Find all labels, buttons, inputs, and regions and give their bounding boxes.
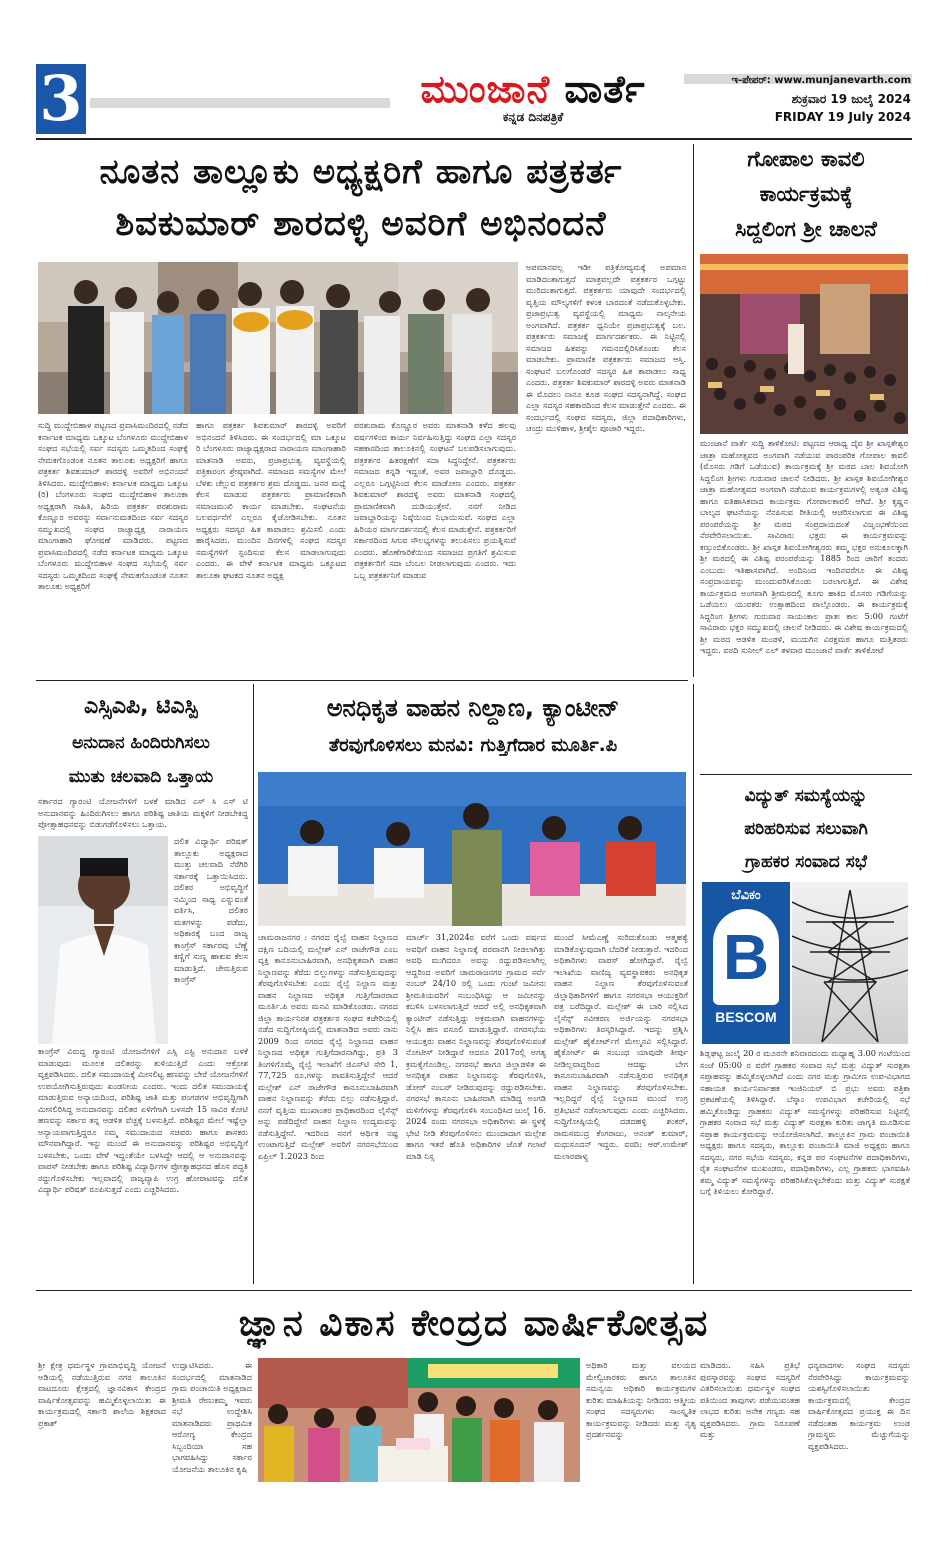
header-band-left (90, 98, 390, 108)
section-rule-bottom (36, 1290, 912, 1291)
bescom-logo-kannada: ಬೆವಿಕಂ (731, 888, 761, 903)
story4-column-1: ಚಾಮರಾಜನಗರ : ನಗರದ ರೈಲ್ವೆ ವಾಹನ ನಿಲ್ದಾಣದ ದಕ್ಷಿಣ ಬದಿಯಲ್ಲಿ ಮಲ್ಲೇಶ್ ಎನ್ ರಾಜೇಗೌಡ ಎಂಬ ವ್ಯಕ್ತಿ ಕಾನೂನುಬಾಹಿರವಾಗಿ, ಅನಧಿಕೃತವಾಗಿ ವಾಹನ ನಿಲ್ದಾಣವನ್ನು ತೆರೆದು ಬಿಲ್ಲುಗಳನ್ನು ನಡೆಸುತ್ತಿರುವುದನ್ನು ತೆರವುಗೊಳಿಸಬೇಕು ಎಂದು ರೈಲ್ವೆ ನಿಲ್ದಾಣ ಮತ್ತು ವಾಹನ ನಿಲ್ದಾಣದ ಅಧಿಕೃತ ಗುತ್ತಿಗೆದಾರರಾದ ಮೂರ್ತಿ.ಪಿ ಅವರು ಮನವಿ ಮಾಡಿಕೊಂಡರು. ನಗರದ ಜಿಲ್ಲಾ ಕಾರ್ಯನಿರತ ಪತ್ರಕರ್ತರ ಸಂಘದ ಕಚೇರಿಯಲ್ಲಿ ನಡೆದ ಸುದ್ದಿಗೋಷ್ಠಿಯಲ್ಲಿ ಮಾತನಾಡಿದ ಅವರು ನಾನು 2009 ರಿಂದ ನಗರದ ರೈಲ್ವೆ ನಿಲ್ದಾಣದ ವಾಹನ ನಿಲ್ದಾಣದ ಅಧಿಕೃತ ಗುತ್ತಿಗೆದಾರನಾಗಿದ್ದು, ಪ್ರತಿ 3 ತಿಂಗಳಿಗೊಮ್ಮೆ ರೈಲ್ವೆ ಇಲಾಖೆಗೆ ಜಿಎಸ್‌ಟಿ ಸೇರಿ 1, 77,725 ರೂ.ಗಳನ್ನು ಪಾವತಿಸುತ್ತಿದ್ದೇನೆ ಆದರೆ ಮಲ್ಲೇಶ್ ಎನ್ ರಾಜೇಗೌಡ ಕಾನೂನುಬಾಹಿರವಾಗಿ ವಾಹನ ನಿಲ್ದಾಣವನ್ನು ತೆರೆದು ಬಿಲ್ಲು ನಡೆಸುತ್ತಿದ್ದಾರೆ. ನನಗೆ ವೃತ್ತಿಯ ಮುಖಾಂತರ ಪ್ರಾಧಿಕಾರದಿಂದ ಲೈಸೆನ್ಸ್ ಅನ್ನು ಪಡೆದಿದ್ದೇನೆ ವಾಹನ ನಿಲ್ದಾಣ ಉದ್ಯಮವನ್ನು ನಡೆಸುತ್ತಿದ್ದೇನೆ. ಇದರಿಂದ ನನಗೆ ಆರ್ಥಿಕ ನಷ್ಟ ಉಂಟಾಗುತ್ತಿದೆ ಮಲ್ಲೇಶ್ ಅವರಿಗೆ ನಗರಸಭೆಯಿಂದ ಏಪ್ರಿಲ್ 1.2023 ರಿಂದ (258, 932, 398, 1161)
story3-headline-line2: ಅನುದಾನ ಹಿಂದಿರುಗಿಸಲು (72, 733, 210, 753)
story1-column-1: ಸುದ್ದಿ ಮುದ್ದೇಬಿಹಾಳ ಪಟ್ಟಣದ ಪ್ರವಾಸಿಮಂದಿರದಲ್ಲಿ ನಡೆದ ಕರ್ನಾಟಕ ಮಾಧ್ಯಮ ಒಕ್ಕೂಟ ಬೆಂಗಳೂರು ಮುದ್ದೇಬಿಹಾಳ ಸಂಘದ ಸಭೆಯಲ್ಲಿ ಸರ್ವ ಸದಸ್ಯರು ಒಮ್ಮತದಿಂದ ಸಂಘಕ್ಕೆ ನೇಮಕಗೊಂಡಂತ ನೂತನ ತಾಲೂಕು ಅಧ್ಯಕ್ಷರಿಗೆ ಹಾಗೂ ಪತ್ರಕರ್ತ ಶಿವಕುಮಾರ್ ಶಾರದಳ್ಳಿ ಅವರಿಗೆ ಅಭಿನಂದನೆ ತಿಳಿಸಿದರು. ಮುದ್ದೇಬಿಹಾಳ: ಕರ್ನಾಟಕ ಮಾಧ್ಯಮ ಒಕ್ಕೂಟ (ರಿ) ಬೆಂಗಳೂರು ಸಂಘದ ಮುದ್ದೇಬಿಹಾಳ ತಾಲೂಕಾ ಅಧ್ಯಕ್ಷರಾಗಿ ಸಾಹಿತಿ, ಹಿರಿಯ ಪತ್ರಕರ್ತ ಪರಶುರಾಮ ಕೊಣ್ಣೂರ ಅವರನ್ನು ಸರ್ವಾನುಮತದಿಂದ ಸರ್ವ ಸದಸ್ಯರ ಸಮ್ಮುಖದಲ್ಲಿ ಸಂಘದ ರಾಜ್ಯಾಧ್ಯಕ್ಷ ನಾರಾಯಣ ಮಾಂಗಾಹಾರಿ ಘೋಷಣೆ ಮಾಡಿದರು. ಪಟ್ಟಣದ ಪ್ರವಾಸಿಮಂದಿರದಲ್ಲಿ ನಡೆದ ಕರ್ನಾಟಕ ಮಾಧ್ಯಮ ಒಕ್ಕೂಟ ಬೆಂಗಳೂರು ಮುದ್ದೇಬಿಹಾಳ ಸಂಘದ ಸಭೆಯಲ್ಲಿ ಸರ್ವ ಸದಸ್ಯರು ಒಮ್ಮತದಿಂದ ಸಂಘಕ್ಕೆ ನೇಮಕಗೊಂಡಂತ ನೂತನ ತಾಲೂಕು ಅಧ್ಯಕ್ಷರಿಗೆ (38, 420, 188, 591)
masthead-subtitle: ಕನ್ನಡ ದಿನಪತ್ರಿಕೆ (502, 110, 564, 124)
story3-headline-line3: ಮುತು ಚಲವಾದಿ ಒತ್ತಾಯ (68, 767, 214, 787)
story3-body: ಕಾಂಗ್ರೆಸ್ ವಿರುದ್ಧ ಗ್ಯಾರಂಟಿ ಯೋಜನೆಗಳಿಗೆ ಎಸ್ಸಿ ಎಸ್ಟಿ ಅನುದಾನ ಬಳಕೆ ಮಾಡುವುದು ಮೂಲಕ ದಲಿತರನ್ನು ತುಳಿಯುತ್ತಿದೆ ಎಂದು ಆಕ್ರೋಶ ವ್ಯಕ್ತಪಡಿಸಿದರು. ದಲಿತ ಸಮುದಾಯಕ್ಕೆ ಮೀಸಲಿಟ್ಟ ಹಣವನ್ನು ಬೇರೆ ಯೋಜನೆಗಳಿಗೆ ಉಪಯೋಗಿಸುತ್ತಿರುವುದು ಖಂಡನೀಯ ಎಂದರು. ಇಂದು ದಲಿತ ಸಮುದಾಯಕ್ಕೆ ಮಾಡುತ್ತಿರುವ ಅನ್ಯಾಯದಿಂದ, ಪರಿಶಿಷ್ಟ ಜಾತಿ ಮತ್ತು ಪಂಗಡಗಳ ಅಭಿವೃದ್ಧಿಗಾಗಿ ಮೀಸಲಿರಿಸಿದ್ದ ಅನುದಾನವನ್ನು ದಲಿತರ ಏಳಿಗೆಗಾಗಿ ಬಳಸದೇ 15 ಸಾವಿರ ಕೋಟಿ ಹಣವನ್ನು ಸರ್ಕಾರ ತನ್ನ ಆಡಳಿತ ವೆಚ್ಚಕ್ಕೆ ಬಳಸುತ್ತಿದೆ. ಪರಿಶಿಷ್ಟರ ಮೇಲೆ ಇಷ್ಟೆಲ್ಲಾ ಅನ್ಯಾಯವಾಗುತ್ತಿದ್ದರೂ ನಮ್ಮ ಸಮುದಾಯದ ಸಚಿವರು ಹಾಗೂ ಶಾಸಕರು ಮೌನವಾಗಿದ್ದಾರೆ. ಇನ್ನು ಮುಂದೆ ಈ ಅನುದಾನವನ್ನು ಪರಿಶಿಷ್ಟರ ಅಭಿವೃದ್ಧಿಗೆ ಬಳಸಬೇಕು, ಒಂದು ವೇಳೆ ಇದ್ದಂತೆಯೇ ಬಳಸಿದ್ದೇ ಆದಲ್ಲಿ ಆ ಅನುದಾನವನ್ನು ವಾಪಸ್ ನೀಡಬೇಕು ಹಾಗೂ ಪರಿಶಿಷ್ಟ ವಿದ್ಯಾರ್ಥಿಗಳ ಪ್ರೋತ್ಸಾಹಧನದ ಹೊಸ ಪದ್ಧತಿ ರದ್ದುಗೊಳಿಸಬೇಕು ಇಲ್ಲವಾದಲ್ಲಿ ರಾಜ್ಯವ್ಯಾಪಿ ಉಗ್ರ ಹೋರಾಟವನ್ನು ದಲಿತ ವಿದ್ಯಾರ್ಥಿ ಪರಿಷತ್ ರೂಪಿಸುತ್ತದೆ ಎಂದು ಎಚ್ಚರಿಸಿದರು. (38, 1046, 248, 1194)
story2-headline (700, 142, 912, 247)
story1-photo-image (38, 262, 518, 414)
masthead-title-black: ವಾರ್ತೆ (564, 67, 646, 111)
story4-headline (258, 686, 688, 762)
masthead-title-red: ಮುಂಜಾನೆ (420, 67, 551, 111)
story5-body: ಶಿಡ್ಲಘಟ್ಟ ಜುಲೈ 20 ರ ಮೂರನೇ ಶನಿವಾರದಂದು ಮಧ್ಯಾಹ್ನ 3.00 ಗಂಟೆಯಿಂದ ಸಂಜೆ 05:00 ರ ವರೆಗೆ ಗ್ರಾಹಕರ ಸಂವಾದ ಸಭೆ ಮತ್ತು ವಿದ್ಯುತ್ ಸುರಕ್ಷತಾ ಸಪ್ತಾಹವನ್ನು ಹಮ್ಮಿಕೊಳ್ಳಲಾಗಿದೆ ಎಂದು ನಗರ ಮತ್ತು ಗ್ರಾಮೀಣ ಉಪ-ವಿಭಾಗದ ಸಹಾಯಕ ಕಾರ್ಯನಿರ್ವಾಹಕ ಇಂಜಿನಿಯರ್ ಬಿ ಪ್ರಭು ಅವರು ಪತ್ರಿಕಾ ಪ್ರಕಟಣೆಯಲ್ಲಿ ತಿಳಿಸಿದ್ದಾರೆ. ಬೆಸ್ಕಾಂ ಉಪವಿಭಾಗ ಕಚೇರಿಯಲ್ಲಿ ಸಭೆ ಹಮ್ಮಿಕೊಂಡಿದ್ದು ಗ್ರಾಹಕರು ವಿದ್ಯುತ್ ಸಮಸ್ಯೆಗಳನ್ನು ಪರಿಹರಿಸುವ ನಿಟ್ಟಿನಲ್ಲಿ ಗ್ರಾಹಕರ ಸಂವಾದ ಸಭೆ ಮತ್ತು ವಿದ್ಯುತ್ ಸುರಕ್ಷತಾ ಕುರಿತು ಜಾಗೃತಿ ಮೂಡಿಸುವ ಸಪ್ತಾಹ ಕಾರ್ಯಕ್ರಮವನ್ನು ಆಯೋಜಿಸಲಾಗಿದೆ. ತಾಲ್ಲೂಕಿನ ಗ್ರಾಮ ಪಂಚಾಯಿತಿ ಅಧ್ಯಕ್ಷರು ಹಾಗೂ ಸದಸ್ಯರು, ತಾಲ್ಲೂಕು ಪಂಚಾಯಿತಿ ಮಾಜಿ ಅಧ್ಯಕ್ಷರು ಹಾಗೂ ಸದಸ್ಯರು, ನಗರ ಸಭೆಯ ಸದಸ್ಯರು, ಕನ್ನಡ ಪರ ಸಂಘಟನೆಗಳ ಪದಾಧಿಕಾರಿಗಳು, ರೈತ ಸಂಘಟನೆಗಳ ಮುಖಂಡರು, ಪದಾಧಿಕಾರಿಗಳು, ಎಲ್ಲ ಗ್ರಾಹಕರು ಭಾಗವಹಿಸಿ ತಮ್ಮ ವಿದ್ಯುತ್ ಸಮಸ್ಯೆಗಳನ್ನು ಪರಿಹರಿಸಿಕೊಳ್ಳಬೇಕೆಂದು ಮತ್ತು ವಿದ್ಯುತ್ ಸುರಕ್ಷತೆ ಬಗ್ಗೆ ತಿಳಿಯಲು ಕೋರಿದ್ದಾರೆ. (700, 1048, 910, 1196)
section-rule-right (700, 774, 912, 775)
page-number: 3 (36, 64, 86, 134)
section-rule-mid (36, 680, 688, 681)
story1-column-4: ಅಪಮಾನವಲ್ಲ ಇಡೀ ಪತ್ರಿಕೋದ್ಯಮಕ್ಕೆ ಅಪಮಾನ ಮಾಡಿದಂತಾಗುತ್ತದೆ ಮಾತ್ರವಲ್ಲದೇ ಪತ್ರಕರ್ತರ ಒಗ್ಗಟ್ಟು ಮುರಿದಂತಾಗುತ್ತದೆ. ಪತ್ರಕರ್ತರು ಯಾವುದೇ ಸಂದರ್ಭದಲ್ಲಿ ವೃತ್ತಿಯ ಮೌಲ್ಯಗಳಿಗೆ ಕಳಂಕ ಬಾರದಂತೆ ನಡೆದುಕೊಳ್ಳಬೇಕು. ಪ್ರಜಾಪ್ರಭುತ್ವ ವ್ಯವಸ್ಥೆಯಲ್ಲಿ ಮಾಧ್ಯಮ ನಾಲ್ಕನೇಯ ಅಂಗವಾಗಿದೆ. ಪತ್ರಕರ್ತ ಧ್ವನಿಯೇ ಪ್ರಜಾಪ್ರಭುತ್ವಕ್ಕೆ ಬಲ. ಪತ್ರಕರ್ತರು ಸಮಾಜಕ್ಕೆ ಮಾರ್ಗದರ್ಶಕರು. ಈ ನಿಟ್ಟಿನಲ್ಲಿ ಸಮಾಜದ ಹಿತವನ್ನು ಗಮನದಲ್ಲಿರಿಸಿಕೊಂಡು ಕೆಲಸ ಮಾಡಬೇಕು. ಪ್ರಾಮಾಣಿಕ ಪತ್ರಕರ್ತರು ಸಮಾಜದ ಆಸ್ತಿ. ಸಂಘಟನೆ ಬಲಗೊಂಡರೆ ಸದಸ್ಯರ ಹಿತ ಕಾಪಾಡಲು ಸಾಧ್ಯ ಎಂದರು. ಪತ್ರಕರ್ತ ಶಿವಕುಮಾರ್ ಶಾರದಳ್ಳಿ ಅವರು ಮಾತನಾಡಿ ಈ ಮೊದಲು ನಾನೂ ಕೂಡ ಸಂಘದ ಸದಸ್ಯನಾಗಿದ್ದೆ. ಸಂಘದ ಎಲ್ಲಾ ಸದಸ್ಯರ ಸಹಕಾರದಿಂದ ಕೆಲಸ ಮಾಡುತ್ತೇನೆ ಎಂದರು. ಈ ಸಂದರ್ಭದಲ್ಲಿ ಸಂಘದ ಸದಸ್ಯರು, ಜಿಲ್ಲಾ ಪದಾಧಿಕಾರಿಗಳು, ಚಂದ್ರು ಮುಳಿಹಾಳ, ಶ್ರೀಶೈಲ ಪೂಜಾರಿ ಇದ್ದರು. (526, 262, 686, 433)
story2-headline-line3: ಸಿದ್ದಲಿಂಗ ಶ್ರೀ ಚಾಲನೆ (735, 217, 877, 241)
bescom-logo-english: BESCOM (715, 1009, 777, 1025)
story2-photo (700, 254, 908, 434)
story6-column-5: ಧನ್ಯವಾದಗಳು ಸಂಘದ ಸದಸ್ಯರು ನೆರವೇರಿಸಿದ್ದು ಕಾರ್ಯಕ್ರಮವನ್ನು ಯಶಸ್ವಿಗೊಳಿಸಲಾಯಿತು ಕಾರ್ಯಕ್ರಮದಲ್ಲಿ ಕೇಂದ್ರದ ವಾರ್ಷಿಕೋತ್ಸವದ ಪ್ರಯುಕ್ತ ಈ ದಿನ ನಡೆದಂತಹ ಕಾರ್ಯಕ್ರಮ ಉಂಡ ಗ್ರಾಮಸ್ಥರು ಮೆಚ್ಚುಗೆಯನ್ನು ವ್ಯಕ್ತಪಡಿಸಿದರು. (808, 1360, 910, 1451)
story2-headline-line1: ಗೋಪಾಲ ಕಾವಲಿ (747, 147, 865, 171)
story4-column-3: ಮುಂದೆ ಸೀಮೆಎಣ್ಣೆ ಸುರಿದುಕೊಂಡು ಆತ್ಮಹತ್ಯೆ ಮಾಡಿಕೊಳ್ಳುವುದಾಗಿ ಬೆದರಿಕೆ ನೀಡುತ್ತಾರೆ. ಇದರಿಂದ ಅಧಿಕಾರಿಗಳು ವಾಪಸ್ ಹೋಗಿದ್ದಾರೆ. ರೈಲ್ವೆ ಇಲಾಖೆಯ ವಾಣಿಜ್ಯ ವ್ಯವಸ್ಥಾಪಕರು ಅನಧಿಕೃತ ವಾಹನ ನಿಲ್ದಾಣ ತೆರವುಗೊಳಿಸುವಂತೆ ಜಿಲ್ಲಾಧಿಕಾರಿಗಳಿಗೆ ಹಾಗೂ ನಗರಸಭಾ ಆಯುಕ್ತರಿಗೆ ಪತ್ರ ಬರೆದಿದ್ದಾರೆ. ಮಲ್ಲೇಶ್ ಈ ಬಾರಿ ಸಲ್ಲಿಸಿದ ಲೈಸೆನ್ಸ್ ನವೀಕರಣ ಅರ್ಜಿಯನ್ನು ನಗರಸಭಾ ಅಧಿಕಾರಿಗಳು ತಿರಸ್ಕರಿಸಿದ್ದಾರೆ. ಇದನ್ನು ಪ್ರಶ್ನಿಸಿ ಮಲ್ಲೇಶ್ ಹೈಕೋರ್ಟ್‌ಗೆ ಮೇಲ್ಮನವಿ ಸಲ್ಲಿಸಿದ್ದಾರೆ. ಹೈಕೋರ್ಟ್ ಈ ಸಂಬಂಧ ಯಾವುದೇ ತೀರ್ಪು ನೀಡಿಲ್ಲವಾದ್ದರಿಂದ ಆದಷ್ಟು ಬೇಗ ಕಾನೂನುಬಾಹಿರವಾಗಿ ನಡೆಸುತ್ತಿರುವ ಅನಧಿಕೃತ ವಾಹನ ನಿಲ್ದಾಣವನ್ನು ತೆರವುಗೊಳಿಸಬೇಕು. ಇಲ್ಲದಿದ್ದರೆ ರೈಲ್ವೆ ನಿಲ್ದಾಣದ ಮುಂದೆ ಉಗ್ರ ಪ್ರತಿಭಟನೆ ನಡೆಸಲಾಗುವುದು ಎಂದು ಎಚ್ಚರಿಸಿದರು. ಸುದ್ದಿಗೋಷ್ಠಿಯಲ್ಲಿ ದಡದಹಳ್ಳಿ ಶಂಕರ್, ರಾಮಸಮುದ್ರ ಕೆಂಗರಾಜು, ಅನಂತ್ ಕುಮಾರ್, ಮಧುಸೂದನ್ ಇದ್ದರು. ವರದಿ: ಆರ್.ಉಮೇಶ್ ಮಲಾರಪಾಳ್ಯ (554, 932, 688, 1161)
story5-headline-line2: ಪರಿಹರಿಸುವ ಸಲುವಾಗಿ (744, 819, 868, 839)
story3-headline (36, 688, 246, 794)
story6-column-2: ಉದ್ಘಾಟಿಸಿದರು. ಈ ಸಂದರ್ಭದಲ್ಲಿ ಮಾತನಾಡಿದ ಗ್ರಾಮ ಪಂಚಾಯಿತಿ ಅಧ್ಯಕ್ಷರಾದ ಶ್ರೀಮತಿ ರೇಣುಕಮ್ಮ ಇವರು ಸಭೆ ಉದ್ದೇಶಿಸಿ ಮಾತನಾಡಿದರು ಪ್ರಾಥಮಿಕ ಆರೋಗ್ಯ ಕೇಂದ್ರದ ಸಿಬ್ಬಂದಿಯಾ ಸಹ ಭಾಗವಹಿಸಿದ್ದು ಸರ್ಕಾರ ಯೋಜನೆಯ ತಾಲೂಕಿನ ಕೃಷಿ (172, 1360, 252, 1474)
column-divider-right (693, 144, 694, 677)
bescom-logo-mark (713, 909, 779, 1005)
publication-info (732, 72, 912, 126)
story1-headline-line2: ಶಿವಕುಮಾರ್ ಶಾರದಳ್ಳಿ ಅವರಿಗೆ ಅಭಿನಂದನೆ (115, 204, 607, 244)
story1-photo (38, 262, 518, 414)
story3-intro: ಸರ್ಕಾರದ ಗ್ಯಾರಂಟಿ ಯೋಜನೆಗಳಿಗೆ ಬಳಕೆ ಮಾಡಿದ ಎಸ್ ಸಿ ಎಸ್ ಟಿ ಅನುದಾನವನ್ನು ಹಿಂದಿರುಗಿಸಲು ಹಾಗೂ ಪರಿಶಿಷ್ಟ ಜಾತಿಯ ಮಕ್ಕಳಿಗೆ ನೀಡಬೇಕಿದ್ದ ಪ್ರೋತ್ಸಾಹಧನವನ್ನು ಬಿಡುಗಡೆಗೊಳಿಸಲು ಒತ್ತಾಯ. (38, 796, 248, 829)
epaper-url: ಇ-ಪೇಪರ್: www.munjanevarth.com (731, 75, 911, 86)
story3-photo (38, 836, 168, 1044)
column-divider-left (253, 684, 254, 1284)
column-divider-right-lower (693, 684, 694, 1284)
story6-column-1: ಶ್ರೀ ಕ್ಷೇತ್ರ ಧರ್ಮಸ್ಥಳ ಗ್ರಾಮಾಭಿವೃದ್ಧಿ ಯೋಜನೆ ಅಡಿಯಲ್ಲಿ ನಡೆಯುತ್ತಿರುವ ನಗರ ತಾಲೂಕಿನ ವಾಟದೂರು ಕ್ಷೇತ್ರದಲ್ಲಿ ಜ್ಞಾನವಿಕಾಸ ಕೇಂದ್ರದ ವಾರ್ಷಿಕೋತ್ಸವವನ್ನು ಹಮ್ಮಿಕೊಳ್ಳಲಾಯಿತು ಈ ಕಾರ್ಯಕ್ರಮದಲ್ಲಿ ಸರ್ಕಾರಿ ಶಾಲೆಯ ಶಿಕ್ಷಕರಾದ ಪ್ರಕಾಶ್ (38, 1360, 166, 1428)
story5-headline-line1: ವಿದ್ಯುತ್ ಸಮಸ್ಯೆಯನ್ನು (744, 786, 868, 806)
story6-photo-image (258, 1358, 580, 1482)
bescom-logo-letter: B (722, 921, 770, 993)
story1-column-3: ಪರಶುರಾಮ ಕೊಣ್ಣೂರ ಅವರು ಮಾತನಾಡಿ ಕಳೆದ ಹಲವು ವರ್ಷಗಳಿಂದ ಕಾರ್ಯ ನಿರ್ವಹಿಸುತ್ತಿದ್ದು ಸಂಘದ ಎಲ್ಲಾ ಸದಸ್ಯರ ಸಹಕಾರದಿಂದ ತಾಲೂಕಿನಲ್ಲಿ ಸಂಘಟನೆ ಬಲಪಡಿಸಲಾಗುವುದು. ಪತ್ರಕರ್ತರ ಹಿತರಕ್ಷಣೆಗೆ ಸದಾ ಸಿದ್ಧನಿದ್ದೇನೆ. ಪತ್ರಕರ್ತರು ಸಮಾಜದ ಕನ್ನಡಿ ಇದ್ದಂತೆ, ಅವರ ಜವಾಬ್ದಾರಿ ದೊಡ್ಡದು. ಎಲ್ಲರೂ ಒಗ್ಗಟ್ಟಿನಿಂದ ಕೆಲಸ ಮಾಡೋಣ ಎಂದರು. ಪತ್ರಕರ್ತ ಶಿವಕುಮಾರ್ ಶಾರದಳ್ಳಿ ಅವರು ಮಾತನಾಡಿ ಸಂಘದಲ್ಲಿ ಪ್ರಾಮಾಣಿಕವಾಗಿ ದುಡಿಯುತ್ತೇನೆ. ನನಗೆ ನೀಡಿದ ಜವಾಬ್ದಾರಿಯನ್ನು ನಿಷ್ಠೆಯಿಂದ ನಿಭಾಯಿಸುವೆ. ಸಂಘದ ಎಲ್ಲಾ ಹಿರಿಯರ ಮಾರ್ಗದರ್ಶನದಲ್ಲಿ ಕೆಲಸ ಮಾಡುತ್ತೇನೆ. ಪತ್ರಕರ್ತರಿಗೆ ಸರ್ಕಾರದಿಂದ ಸಿಗುವ ಸೌಲಭ್ಯಗಳನ್ನು ತಲುಪಿಸಲು ಪ್ರಯತ್ನಿಸುವೆ ಎಂದರು. ಹೊಣೆಗಾರಿಕೆಯಿಂದ ಸಮಾಜದ ಪ್ರಗತಿಗೆ ಶ್ರಮಿಸುವ ಪತ್ರಕರ್ತರಿಗೆ ಸದಾ ಬೆಂಬಲ ನೀಡಲಾಗುವುದು ಎಂದರು. ಇದು ಒಬ್ಬ ಪತ್ರಕರ್ತನಿಗೆ ಮಾಡುವ (354, 420, 516, 580)
story2-body: ಮುಂಜಾನೆ ವಾರ್ತೆ ಸುದ್ದಿ ತಾಳಿಕೋಟಿ: ಪಟ್ಟಣದ ಆರಾಧ್ಯ ದೈವ ಶ್ರೀ ಖಾಸ್ಗತೇಶ್ವರ ಜಾತ್ರಾ ಮಹೋತ್ಸವದ ಅಂಗವಾಗಿ ನಡೆಯುವ ಪಾರಂಪರಿಕ ಗೋಪಾಲ ಕಾವಲಿ (ಮೊಸರು ಗಡಿಗೆ ಒಡೆಯುವ) ಕಾರ್ಯಕ್ರಮಕ್ಕೆ ಶ್ರೀ ಮಠದ ಬಾಲ ಶಿವಯೋಗಿ ಸಿದ್ದಲಿಂಗ ಶ್ರೀಗಳು ಗುರುವಾರ ಚಾಲನೆ ನೀಡಿದರು. ಶ್ರೀ ಖಾಸ್ಗತ ಶಿವಯೋಗೀಶ್ವರ ಜಾತ್ರಾ ಮಹೋತ್ಸವದ ಅಂಗವಾಗಿ ನಡೆಯುವ ಕಾರ್ಯಕ್ರಮಗಳಲ್ಲಿ ಅತ್ಯಂತ ವಿಶಿಷ್ಟ ಹಾಗೂ ಐತಿಹಾಸಿಕವಾದ ಕಾರ್ಯಕ್ರಮ ಗೋಪಾಲಕಾವಲಿ ಆಗಿದೆ. ಶ್ರೀ ಕೃಷ್ಣನ ಬಾಲ್ಯದ ಘಟನೆಯನ್ನು ನೆನಪಿಸುವ ರೀತಿಯಲ್ಲಿ ಆಚರಿಸಲಾಗುವ ಈ ವಿಶಿಷ್ಟ ಪರಂಪರೆಯನ್ನು ಶ್ರೀ ಮಠದ ಸಂಪ್ರದಾಯದಂತೆ ವಿಜೃಂಭಣೆಯಿಂದ ನೆರವೇರಿಸಲಾಯಿತು. ಸಾವಿರಾರು ಭಕ್ತರು ಈ ಕಾರ್ಯಕ್ರಮವನ್ನು ಕಣ್ತುಂಬಿಕೊಂಡರು. ಶ್ರೀ ಖಾಸ್ಗತ ಶಿವಯೋಗೀಶ್ವರರು ತಮ್ಮ ಭಕ್ತರ ಅನುಕೂಲಕ್ಕಾಗಿ ಶ್ರೀ ಮಠದಲ್ಲಿ ಈ ವಿಶಿಷ್ಟ ಪರಂಪರೆಯನ್ನು 1885 ರಿಂದ ಜಾರಿಗೆ ತಂದರು ಎಂಬುದು ಇತಿಹಾಸವಾಗಿದೆ. ಅಂದಿನಿಂದ ಇಂದಿನವರೆಗೂ ಈ ವಿಶಿಷ್ಟ ಸಂಪ್ರದಾಯವನ್ನು ಮುಂದುವರಿಸಿಕೊಂಡು ಬರಲಾಗುತ್ತಿದೆ. ಈ ವಿಶೇಷ ಕಾರ್ಯಕ್ರಮದ ಅಂಗವಾಗಿ ಶ್ರೀಮಠದಲ್ಲಿ ತೂಗು ಹಾಕಿದ ಮೊಸರು ಗಡಿಗೆಯನ್ನು ಒಡೆಯಲು ಯುವಕರು ಉತ್ಸಾಹದಿಂದ ಪಾಲ್ಗೊಂಡರು. ಈ ಕಾರ್ಯಕ್ರಮಕ್ಕೆ ಸಿದ್ಧರಿಂಗ ಶ್ರೀಗಳು ಗುರುವಾರ ಸಾಯಂಕಾಲ ಪ್ರಾತಃ ಕಾಲ 5:00 ಗಂಟೆಗೆ ಸಾವಿರಾರು ಭಕ್ತರ ಸಮ್ಮುಖದಲ್ಲಿ ಚಾಲನೆ ನೀಡಿದರು. ಈ ವಿಶೇಷ ಕಾರ್ಯಕ್ರಮದಲ್ಲಿ ಶ್ರೀ ಮಠದ ಆಡಳಿತ ಮಂಡಳಿ, ಮುದುಗಿನ ವಿರಕ್ತಮಠ ಹಾಗೂ ಮತ್ತಿತರರು ಇದ್ದರು. ವರದಿ ಸುನೀಲ್ ಎಲ್ ತಳವಾರ ಮುಂಜಾನೆ ವಾರ್ತೆ ತಾಳಿಕೋಟೆ (700, 438, 908, 655)
date-english: FRIDAY 19 July 2024 (774, 110, 911, 124)
story3-headline-line1: ಎಸ್ಸಿಎಪಿ, ಟಿಎಸ್ಪಿ (83, 694, 199, 719)
story5-photo (792, 882, 908, 1044)
story1-headline (36, 146, 686, 250)
story5-headline-line3: ಗ್ರಾಹಕರ ಸಂವಾದ ಸಭೆ (745, 852, 867, 872)
story4-headline-line2: ತೆರವುಗೊಳಿಸಲು ಮನವಿ: ಗುತ್ತಿಗೆದಾರ ಮೂರ್ತಿ.ಪಿ (328, 735, 618, 756)
story4-photo (258, 772, 686, 926)
masthead (398, 66, 668, 125)
header-rule (36, 138, 912, 140)
power-tower-image (792, 882, 908, 1044)
story2-photo-image (700, 254, 908, 434)
story6-headline: ಜ್ಞಾನ ವಿಕಾಸ ಕೇಂದ್ರದ ವಾರ್ಷಿಕೋತ್ಸವ (238, 1303, 710, 1344)
story3-side-column: ದಲಿತ ವಿದ್ಯಾರ್ಥಿ ಪರಿಷತ್ ತಾಲ್ಲೂಕು ಅಧ್ಯಕ್ಷರಾದ ಮುತ್ತು ಚಲವಾದಿ ನೆರೆಗಿರಿ ಸರ್ಕಾರಕ್ಕೆ ಒತ್ತಾಯಿಸಿದರು. ದಲಿತರ ಅಭಿವೃದ್ಧಿಗೆ ನಮ್ಮಿಂದ ಸಾಧ್ಯ ಎನ್ನುವಂತೆ ವರ್ತಿಸಿ, ದಲಿತರ ಮತಗಳನ್ನು ಪಡೆದು, ಅಧಿಕಾರಕ್ಕೆ ಬಂದ ರಾಜ್ಯ ಕಾಂಗ್ರೆಸ್ ಸರ್ಕಾರವು ಬೆಣ್ಣೆ ಕಣ್ಣಿಗೆ ಸುಣ್ಣ ಹಾಕುವ ಕೆಲಸ ಮಾಡುತ್ತಿದೆ. ಚೇರುತ್ತಿರುವ ಕಾಂಗ್ರೆಸ್ (174, 836, 248, 984)
bescom-logo (702, 882, 790, 1044)
story4-column-2: ಮಾರ್ಚ್ 31,2024ರ ವರೆಗೆ ಒಂದು ವರ್ಷದ ಅವಧಿಗೆ ವಾಹನ ನಿಲ್ದಾಣಕ್ಕೆ ಪರವಾನಗಿ ನೀಡಲಾಗಿತ್ತು ಅವಧಿ ಮುಗಿದರೂ ಅವನ್ನು ರದ್ದುಪಡಿಸಲಾಗಿಲ್ಲ ಆದ್ದರಿಂದ ಅವರಿಗೆ ಚಾಮರಾಜನಗರ ಗ್ರಾಮದ ಸರ್ವೆ ನಂಬರ್ 24/10 ರಲ್ಲಿ ಒಂದು ಗುಂಟೆ ಜಮೀನು ಶ್ರೀಮತಿಯವರಿಗೆ ಸಂಬಂಧಿಸಿದ್ದು ಆ ಜಮೀನನ್ನು ಕಬಳಿಸಿ ಬಳಸಲಾಗುತ್ತಿದೆ ಆದರೆ ಅಲ್ಲಿ ಅನಧಿಕೃತವಾಗಿ ಕ್ಯಾಂಟೀನ್ ನಡೆಸುತ್ತಿದ್ದು ಅಕ್ರಮವಾಗಿ ವಾಹನಗಳನ್ನು ನಿಲ್ಲಿಸಿ ಹಣ ವಸೂಲಿ ಮಾಡುತ್ತಿದ್ದಾರೆ. ನಗರಸಭೆಯ ಆಯುಕ್ತರು ವಾಹನ ನಿಲ್ದಾಣವನ್ನು ತೆರವುಗೊಳಿಸುವಂತೆ ನೋಟೀಸ್ ನೀಡಿದ್ದಾರೆ ಆದರೂ 2017ರಲ್ಲಿ ಅಗತ್ಯ ಕ್ರಮಕೈಗೊಂಡಿಲ್ಲ. ನಗರಸಭೆ ಹಾಗೂ ಜಿಲ್ಲಾಡಳಿತ ಈ ಅನಧಿಕೃತ ವಾಹನ ನಿಲ್ದಾಣವನ್ನು ತೆರವುಗೊಳಿಸಿ, ಡೋರ್ ನಂಬರ್ ನೀಡಿರುವುದನ್ನು ರದ್ದುಪಡಿಸಬೇಕು. ನಗರಸಭೆ ಕಾನೂನು ಬಾಹಿರವಾಗಿ ಮಾಡಿದ್ದ ಅಂಗಡಿ ಮಳಿಗೆಗಳನ್ನು ತೆರವುಗೊಳಿಸಿ ಸಂಬಂಧಿಸಿದ ಜುಲೈ 16. 2024 ರಂದು ನಗರಸಭಾ ಅಧಿಕಾರಿಗಳು ಈ ಸ್ಥಳಕ್ಕೆ ಭೇಟಿ ನೀಡಿ ತೆರವುಗೊಳಿಸಲು ಮುಂದಾದಾಗ ಮಲ್ಲೇಶ ಹಾಗೂ ಇತರೆ ಹೊತಿ ಅಧಿಕಾರಿಗಳ ಜೊತೆ ಗಲಾಟೆ ಮಾಡಿ ನಿಸ್ಸ (406, 932, 546, 1161)
story4-photo-image (258, 772, 686, 926)
story6-photo (258, 1358, 580, 1482)
story6-column-3: ಅಧಿಕಾರಿ ಮತ್ತು ವಲಯದ ಮೇಲ್ವಿಚಾರಕರು ಹಾಗೂ ತಾಲೂಕಿನ ಸಮನ್ವಯ ಅಧಿಕಾರಿ ಕಾರ್ಯಕ್ರಮಗಳ ಕುರಿತು ಮಾಹಿತಿಯನ್ನು ನೀಡಿದರು ಆತ್ಮೀಯ ಸಂಘದ ಸದಸ್ಯರುಗಳು ಸಾಂಸ್ಕೃತಿಕ ಕಾರ್ಯಕ್ರಮವನ್ನು ನೀಡಿದರು ಮತ್ತು ನೃತ್ಯ ಪ್ರದರ್ಶನವನ್ನು (586, 1360, 696, 1439)
story1-column-2: ಹಾಗೂ ಪತ್ರಕರ್ತ ಶಿವಕುಮಾರ್ ಶಾರದಳ್ಳಿ ಅವರಿಗೆ ಅಭಿನಂದನೆ ತಿಳಿಸಿದರು. ಈ ಸಂದರ್ಭದಲ್ಲಿ ಮಾ ಒಕ್ಕೂಟ ರಿ ಬೆಂಗಳೂರು ರಾಜ್ಯಾಧ್ಯಕ್ಷರಾದ ನಾರಾಯಣ ಮಾಂಗಾಹಾರಿ ಮಾತನಾಡಿ ಅವರು, ಪ್ರಜಾಪ್ರಭುತ್ವ ವ್ಯವಸ್ಥೆಯಲ್ಲಿ ಪತ್ರಿಕಾರಂಗ ಶ್ರೇಷ್ಠವಾಗಿದೆ. ಸಮಾಜದ ಸಮಸ್ಯೆಗಳ ಮೇಲೆ ಬೆಳಕು ಚೆಲ್ಲುವ ಪತ್ರಕರ್ತರ ಶ್ರಮ ದೊಡ್ಡದು. ಜನರ ಮಧ್ಯೆ ಕೆಲಸ ಮಾಡುವ ಪತ್ರಕರ್ತರು ಪ್ರಾಮಾಣಿಕವಾಗಿ ಸಮಾಜಮುಖಿ ಕಾರ್ಯ ಮಾಡಬೇಕು. ಸಂಘಟನೆಯ ಬಲವರ್ಧನೆಗೆ ಎಲ್ಲರೂ ಕೈಜೋಡಿಸಬೇಕು. ನೂತನ ಅಧ್ಯಕ್ಷರು ಸದಸ್ಯರ ಹಿತ ಕಾಪಾಡಲು ಶ್ರಮಿಸಲಿ ಎಂದು ಹಾರೈಸಿದರು. ಮುಂದಿನ ದಿನಗಳಲ್ಲಿ ಸಂಘದ ಸದಸ್ಯರ ಸಮಸ್ಯೆಗಳಿಗೆ ಸ್ಪಂದಿಸುವ ಕೆಲಸ ಮಾಡಲಾಗುವುದು ಎಂದರು. ಈ ವೇಳೆ ಕರ್ನಾಟಕ ಮಾಧ್ಯಮ ಒಕ್ಕೂಟದ ತಾಲೂಕಾ ಘಟಕದ ನೂತನ ಅಧ್ಯಕ್ಷ (196, 420, 346, 580)
story4-headline-line1: ಅನಧಿಕೃತ ವಾಹನ ನಿಲ್ದಾಣ, ಕ್ಯಾಂಟೀನ್ (326, 694, 620, 722)
story2-headline-line2: ಕಾರ್ಯಕ್ರಮಕ್ಕೆ (759, 182, 853, 206)
story5-headline (700, 780, 912, 879)
story1-headline-line1: ನೂತನ ತಾಲ್ಲೂಕು ಅಧ್ಯಕ್ಷರಿಗೆ ಹಾಗೂ ಪತ್ರಕರ್ತ (99, 152, 623, 192)
story3-portrait-image (38, 836, 168, 1044)
date-kannada: ಶುಕ್ರವಾರ 19 ಜುಲೈ 2024 (791, 92, 911, 106)
story6-column-4: ಮಾಡಿದರು. ಸಹಿಸಿ ಪ್ರತಿಭೆ ಪುರಸ್ಕಾರವನ್ನು ಸಂಘದ ಸದಸ್ಯರಿಗೆ ವಿತರಿಸಲಾಯಿತು ಧರ್ಮಸ್ಥಳ ಸಂಘದ ಪತಿಯಿಂದ ತಾವುಗಳು ಪಡೆಯುವಂತಹ ಲಾಭದ ಕುರಿತು ಅನೇಕ ಗಣ್ಯರು ಸಹ ವ್ಯಕ್ತಪಡಿಸಿದರು. ಗ್ರಾಮ ನಿರೂಪಣೆ ಮತ್ತು (700, 1360, 800, 1439)
